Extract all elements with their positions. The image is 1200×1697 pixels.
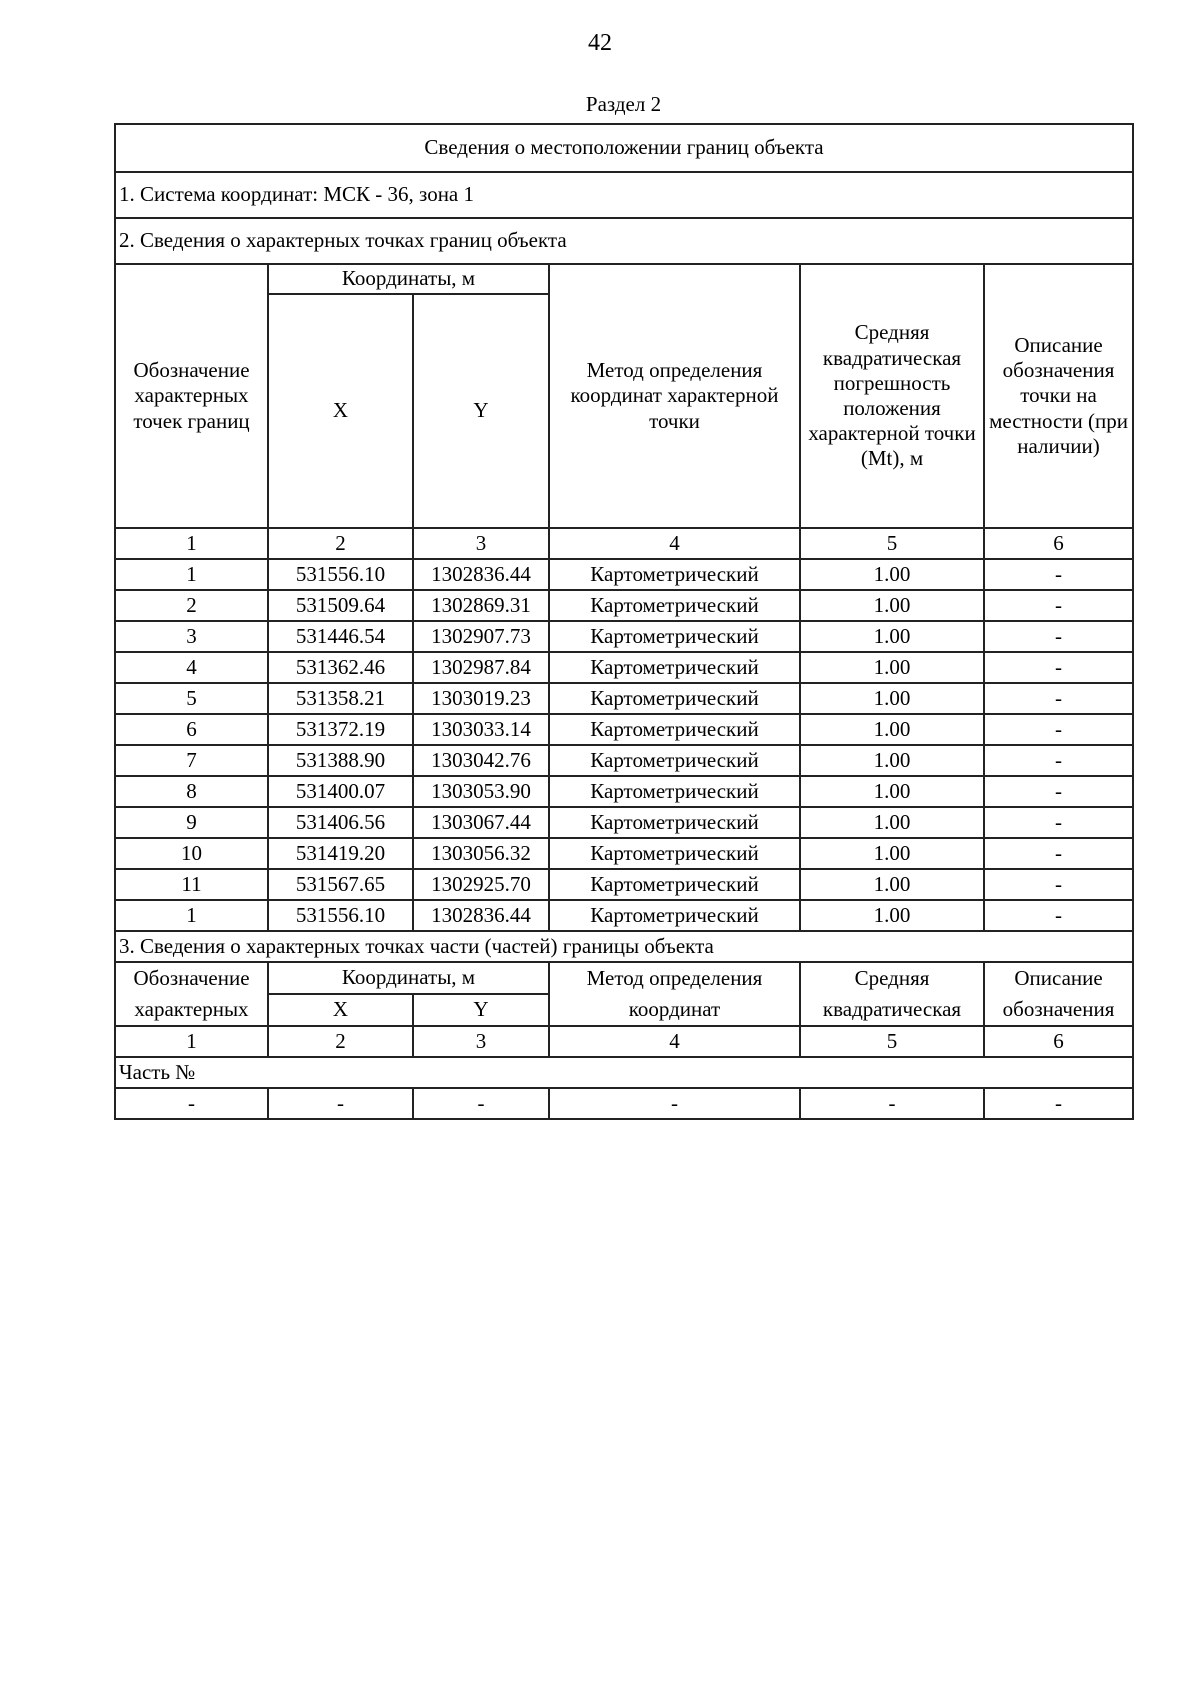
error: 1.00 (800, 621, 984, 652)
header-designation: Обозначение характерных точек границ (115, 264, 268, 528)
error: 1.00 (800, 714, 984, 745)
description: - (984, 745, 1133, 776)
column-number: 4 (549, 1026, 800, 1057)
table-row (115, 683, 1133, 714)
parts-header-designation: Обозначение характерных (115, 962, 268, 1026)
parts-header-error: Средняя квадратическая (800, 962, 984, 1026)
error: 1.00 (800, 745, 984, 776)
coord-x: 531372.19 (268, 714, 413, 745)
part-cell: - (268, 1088, 413, 1119)
coord-y: 1303056.32 (413, 838, 549, 869)
coord-y: 1302836.44 (413, 559, 549, 590)
column-numbers-row (115, 528, 1133, 559)
part-label: Часть № (115, 1057, 1133, 1088)
point-id: 11 (115, 869, 268, 900)
coord-y: 1303042.76 (413, 745, 549, 776)
part-cell: - (800, 1088, 984, 1119)
method: Картометрический (549, 807, 800, 838)
header-x: X (268, 294, 413, 528)
coord-x: 531400.07 (268, 776, 413, 807)
header-y: Y (413, 294, 549, 528)
point-id: 9 (115, 807, 268, 838)
method: Картометрический (549, 559, 800, 590)
coord-x: 531406.56 (268, 807, 413, 838)
description: - (984, 900, 1133, 931)
column-number: 5 (800, 528, 984, 559)
error: 1.00 (800, 900, 984, 931)
description: - (984, 652, 1133, 683)
coord-x: 531446.54 (268, 621, 413, 652)
parts-header-coordinates: Координаты, м (268, 962, 549, 994)
coord-y: 1302869.31 (413, 590, 549, 621)
coord-x: 531556.10 (268, 900, 413, 931)
column-number: 5 (800, 1026, 984, 1057)
coord-x: 531388.90 (268, 745, 413, 776)
table-row (115, 559, 1133, 590)
parts-header-method: Метод определения координат (549, 962, 800, 1026)
method: Картометрический (549, 838, 800, 869)
coord-x: 531567.65 (268, 869, 413, 900)
table-row (115, 745, 1133, 776)
column-number: 6 (984, 528, 1133, 559)
error: 1.00 (800, 838, 984, 869)
table-row (115, 776, 1133, 807)
parts-column-numbers-row (115, 1026, 1133, 1057)
coordinate-system: 1. Система координат: МСК - 36, зона 1 (115, 172, 1133, 218)
coord-x: 531358.21 (268, 683, 413, 714)
header-error: Средняя квадратическая погрешность положения характерной точки (Mt), м (800, 264, 984, 528)
parts-header-y: Y (413, 994, 549, 1026)
point-id: 8 (115, 776, 268, 807)
column-number: 1 (115, 1026, 268, 1057)
table-row (115, 807, 1133, 838)
points-heading: 2. Сведения о характерных точках границ объекта (115, 218, 1133, 264)
column-number: 6 (984, 1026, 1133, 1057)
part-cell: - (115, 1088, 268, 1119)
header-description: Описание обозначения точки на местности (при наличии) (984, 264, 1133, 528)
coord-y: 1303033.14 (413, 714, 549, 745)
table-row (115, 714, 1133, 745)
point-id: 2 (115, 590, 268, 621)
part-cell: - (413, 1088, 549, 1119)
method: Картометрический (549, 745, 800, 776)
column-number: 3 (413, 528, 549, 559)
method: Картометрический (549, 714, 800, 745)
error: 1.00 (800, 590, 984, 621)
part-cell: - (984, 1088, 1133, 1119)
method: Картометрический (549, 776, 800, 807)
parts-heading-row (115, 931, 1133, 962)
description: - (984, 683, 1133, 714)
description: - (984, 714, 1133, 745)
point-id: 1 (115, 559, 268, 590)
description: - (984, 590, 1133, 621)
point-id: 4 (115, 652, 268, 683)
error: 1.00 (800, 683, 984, 714)
coord-y: 1303053.90 (413, 776, 549, 807)
table-row (115, 838, 1133, 869)
description: - (984, 559, 1133, 590)
column-number: 3 (413, 1026, 549, 1057)
part-row (115, 1088, 1133, 1119)
coord-y: 1302836.44 (413, 900, 549, 931)
description: - (984, 776, 1133, 807)
method: Картометрический (549, 621, 800, 652)
header-coordinates: Координаты, м (268, 264, 549, 294)
coord-y: 1303067.44 (413, 807, 549, 838)
description: - (984, 807, 1133, 838)
coord-y: 1302987.84 (413, 652, 549, 683)
error: 1.00 (800, 559, 984, 590)
description: - (984, 838, 1133, 869)
error: 1.00 (800, 652, 984, 683)
error: 1.00 (800, 869, 984, 900)
table-row (115, 869, 1133, 900)
error: 1.00 (800, 776, 984, 807)
table-row (115, 900, 1133, 931)
table-title: Сведения о местоположении границ объекта (115, 124, 1133, 172)
part-cell: - (549, 1088, 800, 1119)
method: Картометрический (549, 900, 800, 931)
parts-header-x: X (268, 994, 413, 1026)
coord-x: 531419.20 (268, 838, 413, 869)
column-number: 2 (268, 1026, 413, 1057)
page-number: 42 (588, 30, 612, 56)
point-id: 1 (115, 900, 268, 931)
column-number: 4 (549, 528, 800, 559)
column-number: 2 (268, 528, 413, 559)
method: Картометрический (549, 590, 800, 621)
error: 1.00 (800, 807, 984, 838)
table-row (115, 652, 1133, 683)
description: - (984, 621, 1133, 652)
column-number: 1 (115, 528, 268, 559)
coord-y: 1302907.73 (413, 621, 549, 652)
method: Картометрический (549, 869, 800, 900)
point-id: 7 (115, 745, 268, 776)
description: - (984, 869, 1133, 900)
coord-x: 531509.64 (268, 590, 413, 621)
coord-y: 1302925.70 (413, 869, 549, 900)
point-id: 6 (115, 714, 268, 745)
section-label: Раздел 2 (585, 92, 662, 116)
parts-header-description: Описание обозначения (984, 962, 1133, 1026)
table-row (115, 621, 1133, 652)
method: Картометрический (549, 683, 800, 714)
point-id: 5 (115, 683, 268, 714)
coord-x: 531362.46 (268, 652, 413, 683)
method: Картометрический (549, 652, 800, 683)
point-id: 3 (115, 621, 268, 652)
boundary-table (114, 123, 1134, 1120)
parts-heading: 3. Сведения о характерных точках части (частей) границы объекта (115, 931, 1133, 962)
coord-x: 531556.10 (268, 559, 413, 590)
coord-y: 1303019.23 (413, 683, 549, 714)
table-row (115, 590, 1133, 621)
header-method: Метод определения координат характерной точки (549, 264, 800, 528)
point-id: 10 (115, 838, 268, 869)
